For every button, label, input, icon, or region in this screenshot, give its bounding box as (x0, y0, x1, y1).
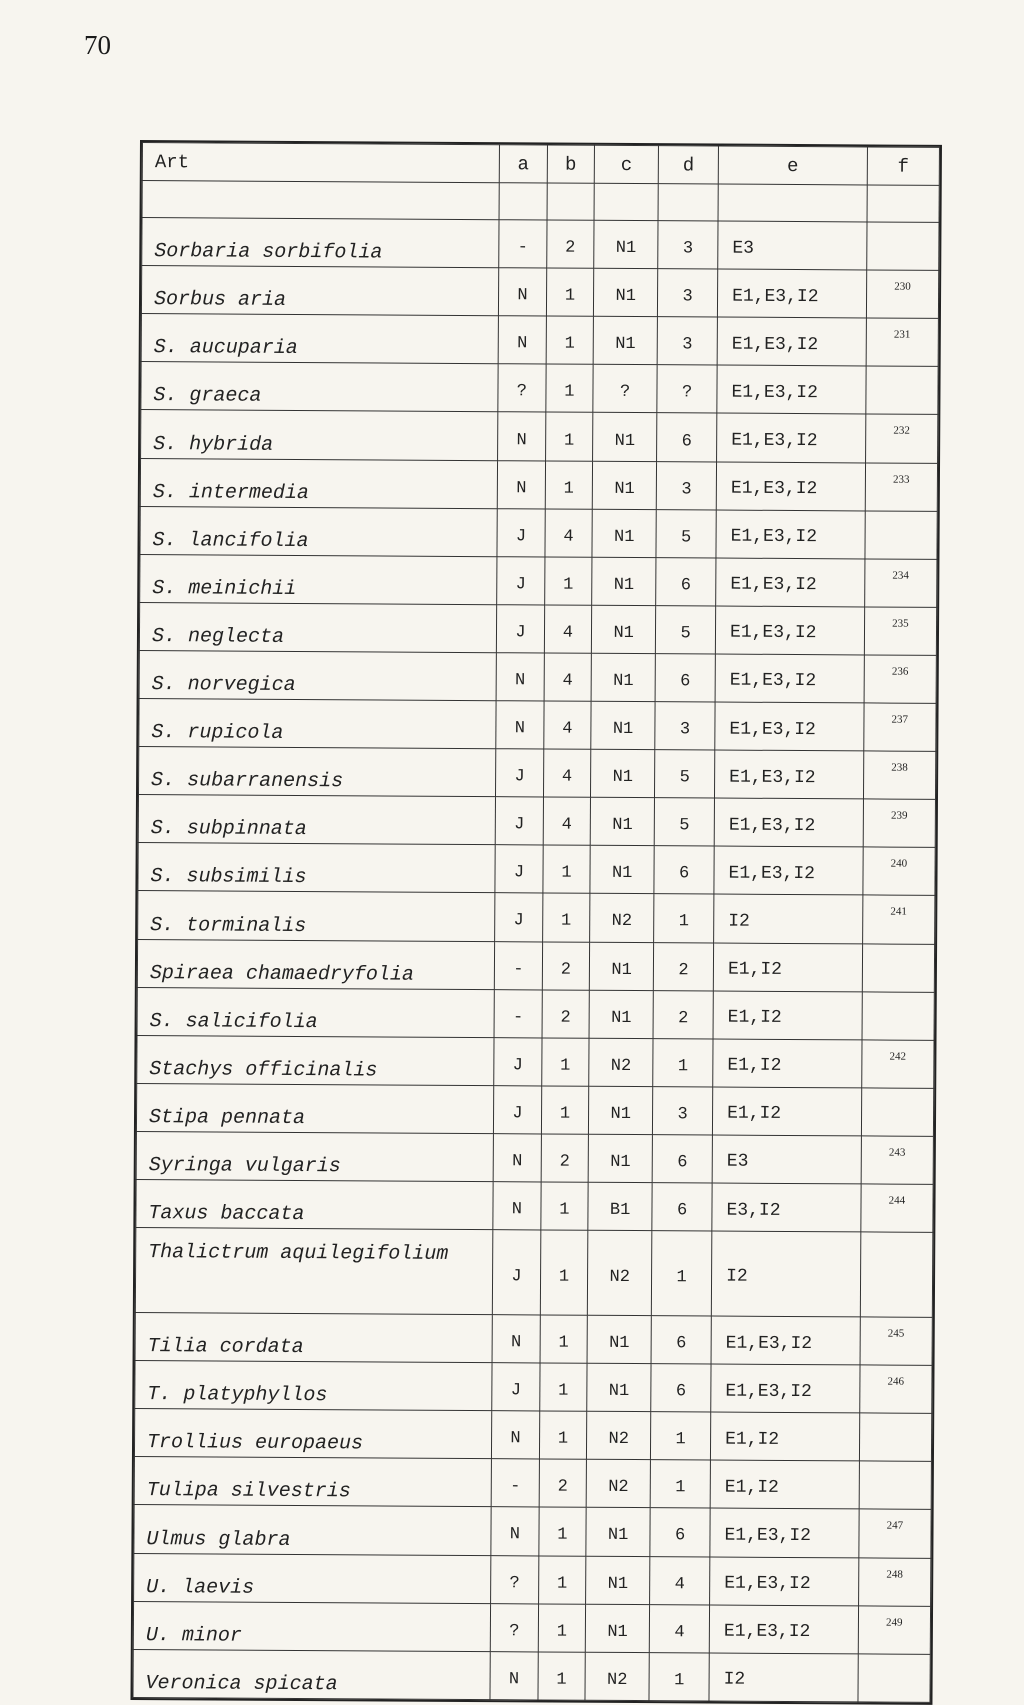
cell-art: S. graeca (141, 362, 498, 412)
cell-b: 1 (539, 1411, 587, 1459)
cell-a: J (492, 1363, 540, 1411)
cell-art: S. subpinnata (138, 795, 495, 845)
cell-e: E1,I2 (712, 1087, 861, 1136)
cell-e: E1,I2 (713, 1039, 862, 1088)
cell-c: N1 (592, 557, 656, 605)
table-row (135, 1313, 932, 1366)
cell-art: Trollius europaeus (134, 1409, 491, 1459)
cell-c: N1 (593, 413, 657, 461)
cell-a: ? (491, 1555, 539, 1603)
page-number: 70 (84, 30, 111, 60)
cell-b: 2 (542, 990, 590, 1038)
table-row (139, 699, 936, 752)
cell-c: N1 (591, 653, 655, 701)
cell-art: Tulipa silvestris (134, 1457, 491, 1507)
header-d: d (658, 146, 718, 184)
cell-art: Tilia cordata (135, 1313, 492, 1363)
cell-a: ? (490, 1603, 538, 1651)
cell-b: 1 (541, 1038, 589, 1086)
cell-e: I2 (709, 1653, 858, 1702)
blank-cell (867, 185, 940, 222)
cell-a: J (496, 749, 544, 797)
cell-f (862, 992, 935, 1041)
cell-d: 6 (657, 413, 717, 461)
cell-art: S. neglecta (139, 602, 496, 652)
cell-e: E1,I2 (710, 1412, 859, 1461)
table-row (138, 891, 935, 944)
cell-b: 1 (540, 1315, 588, 1363)
cell-e: E1,E3,I2 (709, 1605, 858, 1654)
cell-art: S. torminalis (138, 891, 495, 941)
cell-f (859, 1461, 932, 1510)
cell-e: E1,E3,I2 (711, 1364, 860, 1413)
cell-a: N (497, 460, 545, 508)
cell-art: Stipa pennata (136, 1083, 493, 1133)
table-row (135, 1228, 933, 1318)
cell-c: N2 (588, 1230, 653, 1315)
cell-f (866, 222, 939, 271)
cell-a: J (493, 1230, 541, 1315)
cell-c: N1 (592, 605, 656, 653)
cell-a: N (491, 1507, 539, 1555)
table-row (134, 1457, 931, 1510)
cell-f (861, 1088, 934, 1137)
cell-d: 1 (651, 1231, 711, 1316)
cell-a: N (496, 653, 544, 701)
table-row (136, 1083, 933, 1136)
cell-b: 4 (545, 509, 593, 557)
cell-e: E1,E3,I2 (710, 1557, 859, 1606)
cell-d: 6 (650, 1508, 710, 1556)
cell-b: 4 (544, 653, 592, 701)
cell-f: 232 (865, 414, 938, 463)
cell-e: E1,E3,I2 (715, 702, 864, 751)
cell-e: E1,I2 (713, 943, 862, 992)
cell-f (858, 1654, 931, 1703)
cell-e: E1,E3,I2 (715, 654, 864, 703)
cell-e: E1,E3,I2 (714, 798, 863, 847)
cell-c: N2 (590, 894, 654, 942)
blank-cell (499, 183, 547, 220)
cell-c: N1 (589, 1086, 653, 1134)
cell-f: 241 (862, 895, 935, 944)
cell-e: E1,E3,I2 (717, 413, 866, 462)
cell-art: S. subarranensis (139, 747, 496, 797)
cell-a: N (499, 268, 547, 316)
cell-a: J (497, 508, 545, 556)
cell-d: 5 (654, 798, 714, 846)
cell-b: 1 (538, 1652, 586, 1700)
cell-d: 2 (653, 990, 713, 1038)
cell-d: 3 (657, 317, 717, 365)
cell-c: N2 (587, 1412, 651, 1460)
table-row (141, 362, 938, 415)
cell-b: 2 (546, 220, 594, 268)
blank-cell (594, 183, 658, 220)
table-row (133, 1649, 930, 1702)
cell-e: I2 (711, 1231, 860, 1317)
cell-f: 231 (866, 318, 939, 367)
cell-c: N1 (592, 509, 656, 557)
cell-art: Spiraea chamaedryfolia (137, 939, 494, 989)
cell-b: 4 (543, 701, 591, 749)
cell-art: T. platyphyllos (135, 1361, 492, 1411)
cell-a: - (491, 1459, 539, 1507)
table-row (135, 1361, 932, 1414)
cell-c: ? (593, 365, 657, 413)
cell-c: N1 (586, 1508, 650, 1556)
cell-art: U. laevis (134, 1553, 491, 1603)
cell-art: S. rupicola (139, 699, 496, 749)
cell-d: 1 (651, 1412, 711, 1460)
cell-b: 2 (539, 1459, 587, 1507)
cell-f: 234 (864, 559, 937, 608)
cell-b: 2 (541, 1134, 589, 1182)
cell-d: 6 (652, 1183, 712, 1231)
cell-f: 239 (863, 799, 936, 848)
cell-b: 4 (544, 605, 592, 653)
table-row (138, 795, 935, 848)
cell-f: 246 (859, 1365, 932, 1414)
cell-a: J (497, 605, 545, 653)
cell-e: E1,E3,I2 (714, 846, 863, 895)
table-row (134, 1409, 931, 1462)
header-art: Art (142, 143, 499, 183)
cell-e: E1,E3,I2 (717, 269, 866, 318)
cell-art: S. intermedia (140, 458, 497, 508)
table-row (140, 458, 937, 511)
cell-c: N2 (585, 1652, 649, 1700)
cell-d: 3 (653, 1086, 713, 1134)
cell-f (859, 1413, 932, 1462)
cell-f: 230 (866, 270, 939, 319)
cell-d: 3 (655, 702, 715, 750)
cell-f: 240 (863, 847, 936, 896)
table-row (138, 843, 935, 896)
cell-art: Syringa vulgaris (136, 1131, 493, 1181)
blank-cell (658, 184, 718, 221)
cell-a: - (494, 989, 542, 1037)
header-c: c (594, 145, 658, 183)
header-f: f (867, 147, 940, 186)
cell-art: S. salicifolia (137, 987, 494, 1037)
cell-c: N1 (586, 1556, 650, 1604)
cell-d: 1 (650, 1460, 710, 1508)
cell-d: 6 (651, 1364, 711, 1412)
cell-a: N (493, 1182, 541, 1230)
cell-f: 236 (864, 655, 937, 704)
header-e: e (718, 146, 867, 185)
blank-cell (547, 183, 595, 220)
blank-cell (718, 184, 867, 222)
cell-d: 4 (650, 1556, 710, 1604)
cell-b: 1 (544, 557, 592, 605)
table-row (141, 266, 938, 319)
cell-d: 3 (656, 461, 716, 509)
cell-e: E1,E3,I2 (716, 558, 865, 607)
cell-c: N2 (586, 1460, 650, 1508)
cell-e: E3,I2 (712, 1183, 861, 1232)
cell-c: N1 (587, 1363, 651, 1411)
table-row (141, 314, 938, 367)
cell-e: E3 (718, 221, 867, 270)
cell-b: 1 (539, 1363, 587, 1411)
cell-e: E1,E3,I2 (715, 606, 864, 655)
blank-spacer-row (142, 181, 939, 223)
blank-cell (142, 181, 499, 220)
cell-d: 6 (655, 654, 715, 702)
table-row (139, 650, 936, 703)
table-row (133, 1601, 930, 1654)
cell-d: 6 (656, 557, 716, 605)
cell-e: E1,E3,I2 (716, 462, 865, 511)
cell-art: Sorbaria sorbifolia (142, 218, 499, 268)
cell-b: 4 (543, 797, 591, 845)
cell-f: 248 (858, 1557, 931, 1606)
cell-a: J (494, 1085, 542, 1133)
cell-f: 237 (863, 703, 936, 752)
cell-d: 3 (658, 221, 718, 269)
table-row (142, 218, 939, 271)
table-row (136, 1131, 933, 1184)
cell-art: S. aucuparia (141, 314, 498, 364)
cell-f: 242 (861, 1040, 934, 1089)
cell-f: 238 (863, 751, 936, 800)
table-header-row (142, 143, 939, 186)
cell-a: N (492, 1315, 540, 1363)
cell-d: 5 (656, 509, 716, 557)
cell-e: E1,E3,I2 (715, 750, 864, 799)
header-b: b (547, 145, 595, 183)
cell-b: 1 (546, 268, 594, 316)
table-row (140, 506, 937, 559)
cell-art: U. minor (133, 1601, 490, 1651)
cell-e: E1,I2 (710, 1460, 859, 1509)
cell-f: 233 (865, 462, 938, 511)
table-body (133, 181, 939, 1703)
cell-e: E1,E3,I2 (717, 317, 866, 366)
cell-a: J (497, 556, 545, 604)
cell-b: 1 (545, 461, 593, 509)
cell-c: N1 (590, 846, 654, 894)
table-row (134, 1553, 931, 1606)
cell-d: 5 (655, 750, 715, 798)
cell-art: Stachys officinalis (137, 1035, 494, 1085)
cell-b: 1 (539, 1507, 587, 1555)
table-row (137, 987, 934, 1040)
cell-b: 1 (541, 1182, 589, 1230)
cell-c: N1 (589, 942, 653, 990)
cell-f (866, 366, 939, 415)
cell-d: 3 (658, 269, 718, 317)
cell-c: B1 (588, 1182, 652, 1230)
cell-b: 2 (542, 941, 590, 989)
cell-a: N (498, 316, 546, 364)
cell-d: 4 (649, 1604, 709, 1652)
cell-c: N1 (594, 268, 658, 316)
cell-b: 1 (543, 845, 591, 893)
cell-b: 1 (542, 893, 590, 941)
cell-f: 244 (861, 1184, 934, 1233)
cell-c: N1 (591, 749, 655, 797)
cell-e: I2 (714, 894, 863, 943)
cell-c: N1 (589, 990, 653, 1038)
cell-a: N (492, 1411, 540, 1459)
cell-d: 1 (653, 1038, 713, 1086)
table-row (134, 1505, 931, 1558)
cell-a: N (498, 412, 546, 460)
cell-f: 247 (859, 1509, 932, 1558)
cell-d: 1 (654, 894, 714, 942)
cell-b: 4 (543, 749, 591, 797)
cell-b: 1 (538, 1555, 586, 1603)
cell-a: J (495, 797, 543, 845)
table-row (139, 602, 936, 655)
cell-f: 249 (858, 1606, 931, 1655)
cell-a: - (499, 220, 547, 268)
cell-a: J (494, 1037, 542, 1085)
species-table (132, 142, 939, 1703)
cell-b: 1 (541, 1086, 589, 1134)
cell-art: Thalictrum aquilegifolium (135, 1228, 493, 1315)
cell-b: 1 (546, 316, 594, 364)
cell-b: 1 (545, 412, 593, 460)
cell-e: E1,E3,I2 (717, 365, 866, 414)
header-a: a (499, 145, 547, 183)
cell-d: 6 (654, 846, 714, 894)
cell-e: E3 (712, 1135, 861, 1184)
table-row (141, 410, 938, 463)
cell-art: S. norvegica (139, 650, 496, 700)
cell-a: - (495, 941, 543, 989)
cell-b: 1 (538, 1604, 586, 1652)
cell-e: E1,E3,I2 (716, 510, 865, 559)
cell-f (862, 943, 935, 992)
table-row (139, 747, 936, 800)
cell-c: N2 (589, 1038, 653, 1086)
cell-art: S. hybrida (141, 410, 498, 460)
cell-art: Sorbus aria (141, 266, 498, 316)
table-row (140, 554, 937, 607)
cell-b: 1 (546, 364, 594, 412)
cell-f (860, 1232, 933, 1317)
cell-d: 1 (649, 1652, 709, 1700)
cell-c: N1 (592, 461, 656, 509)
cell-c: N1 (585, 1604, 649, 1652)
cell-a: ? (498, 364, 546, 412)
cell-c: N1 (587, 1315, 651, 1363)
table-row (137, 1035, 934, 1088)
cell-art: Ulmus glabra (134, 1505, 491, 1555)
cell-a: J (495, 893, 543, 941)
cell-c: N1 (590, 797, 654, 845)
cell-d: ? (657, 365, 717, 413)
table-row (136, 1179, 933, 1232)
cell-c: N1 (593, 317, 657, 365)
cell-e: E1,I2 (713, 991, 862, 1040)
cell-art: Veronica spicata (133, 1649, 490, 1699)
cell-f: 235 (864, 607, 937, 656)
cell-art: S. subsimilis (138, 843, 495, 893)
cell-d: 6 (652, 1135, 712, 1183)
cell-c: N1 (591, 701, 655, 749)
cell-c: N1 (588, 1134, 652, 1182)
cell-art: S. lancifolia (140, 506, 497, 556)
cell-e: E1,E3,I2 (710, 1508, 859, 1557)
cell-a: N (496, 701, 544, 749)
cell-f (865, 511, 938, 560)
cell-d: 2 (653, 942, 713, 990)
cell-b: 1 (540, 1230, 588, 1315)
cell-art: S. meinichii (140, 554, 497, 604)
cell-a: J (495, 845, 543, 893)
table-row (137, 939, 934, 992)
cell-f: 245 (860, 1317, 933, 1366)
cell-d: 5 (656, 606, 716, 654)
cell-d: 6 (651, 1316, 711, 1364)
cell-art: Taxus baccata (136, 1179, 493, 1229)
cell-a: N (490, 1651, 538, 1699)
cell-f: 243 (861, 1136, 934, 1185)
cell-e: E1,E3,I2 (711, 1316, 860, 1365)
cell-a: N (493, 1134, 541, 1182)
species-table-frame (130, 140, 942, 1705)
cell-c: N1 (594, 220, 658, 268)
